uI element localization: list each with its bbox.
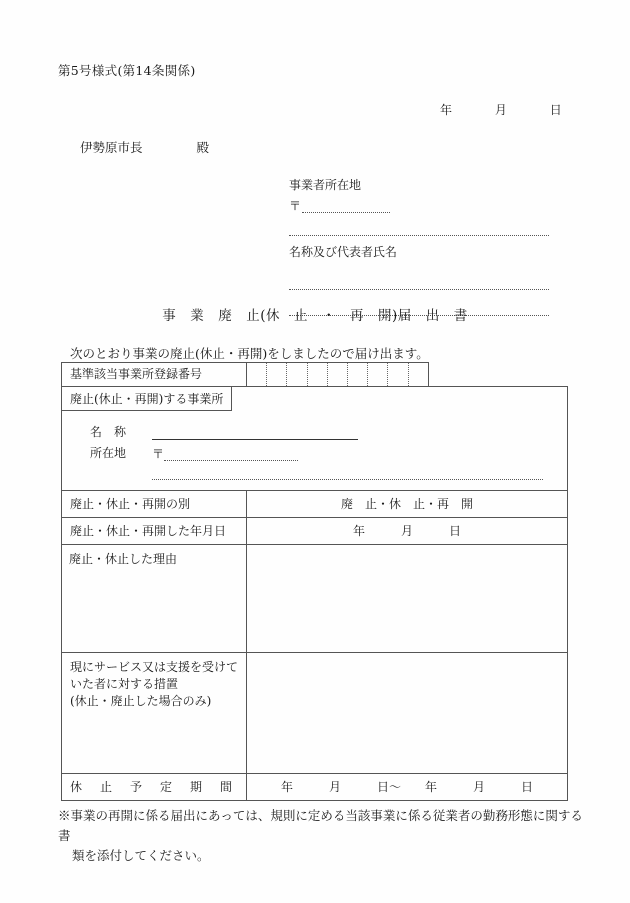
office-address-label: 所在地 [90, 446, 127, 460]
registration-digit-8[interactable] [388, 363, 408, 386]
page-title: 事 業 廃 止(休 止 ・ 再 開)届 出 書 [162, 308, 468, 324]
applicant-address-input-line[interactable] [289, 221, 549, 236]
type-value: 廃 止・休 止・再 開 [341, 497, 474, 511]
period-label-cell [62, 774, 247, 801]
measure-label-line-1: 現にサービス又は支援を受けて [70, 660, 239, 674]
addressee-title: 伊勢原市長 [80, 140, 143, 155]
date-label: 廃止・休止・再開した年月日 [70, 524, 227, 538]
date-value-cell[interactable] [247, 518, 568, 545]
footnote [58, 806, 586, 866]
postal-mark-icon: 〒 [289, 199, 302, 213]
measure-value-cell[interactable] [247, 653, 568, 774]
period-value-cell[interactable] [247, 774, 568, 801]
office-cell [62, 387, 568, 491]
applicant-block [289, 176, 549, 316]
applicant-postal-input-line[interactable] [302, 199, 390, 213]
table-row-period [62, 774, 568, 801]
table-row-type [62, 491, 568, 518]
office-name-input-line[interactable] [152, 424, 358, 440]
registration-number-boxes[interactable] [247, 363, 428, 386]
lead-text: 次のとおり事業の廃止(休止・再開)をしましたので届け出ます。 [70, 346, 429, 361]
registration-digit-3[interactable] [287, 363, 307, 386]
date-value: 年 月 日 [353, 524, 462, 538]
footnote-line-2: 類を添付してください。 [72, 848, 210, 863]
measure-value [247, 653, 567, 663]
addressee [80, 138, 209, 156]
type-label: 廃止・休止・再開の別 [70, 497, 191, 511]
table-row-registration [62, 363, 568, 387]
table-row-measure [62, 653, 568, 774]
table-row-office [62, 387, 568, 491]
office-header-label: 廃止(休止・再開)する事業所 [62, 387, 232, 411]
date-day-label: 日 [549, 103, 563, 117]
reason-value [247, 545, 567, 555]
date-line [440, 101, 562, 118]
applicant-name-input-line-1[interactable] [289, 275, 549, 290]
form-table [61, 362, 568, 801]
form-number: 第5号様式(第14条関係) [58, 63, 196, 78]
office-postal-mark-icon: 〒 [152, 447, 165, 461]
office-header-wrap [62, 387, 567, 412]
registration-digit-1[interactable] [247, 363, 267, 386]
registration-digit-9[interactable] [409, 363, 428, 386]
registration-label: 基準該当事業所登録番号 [70, 367, 203, 381]
applicant-postal-row [289, 195, 549, 213]
office-body [62, 412, 567, 490]
reason-value-cell[interactable] [247, 545, 568, 653]
registration-digit-6[interactable] [348, 363, 368, 386]
registration-boxes-cell[interactable] [247, 363, 429, 387]
measure-label [62, 653, 246, 716]
registration-digit-4[interactable] [308, 363, 328, 386]
office-address-input-line[interactable] [152, 467, 543, 480]
office-postal-input-line[interactable] [164, 447, 298, 461]
type-label-cell [62, 491, 247, 518]
applicant-name-label: 名称及び代表者氏名 [289, 245, 398, 259]
applicant-address-label: 事業者所在地 [289, 178, 362, 192]
footnote-line-1: ※事業の再開に係る届出にあっては、規則に定める当該事業に係る従業者の勤務形態に関する書 [58, 808, 583, 843]
period-value: 年 月 日〜 年 月 日 [281, 780, 534, 794]
reason-label-cell [62, 545, 247, 653]
registration-label-cell [62, 363, 247, 387]
registration-trailing-blank [428, 363, 567, 387]
office-address-row [62, 440, 567, 461]
reason-label: 廃止・休止した理由 [69, 552, 178, 566]
addressee-honorific: 殿 [196, 140, 209, 155]
measure-label-line-2: いた者に対する措置 [70, 677, 179, 691]
date-year-label: 年 [440, 103, 453, 117]
measure-label-cell [62, 653, 247, 774]
registration-digit-7[interactable] [368, 363, 388, 386]
registration-digit-2[interactable] [267, 363, 287, 386]
type-value-cell[interactable] [247, 491, 568, 518]
measure-label-line-3: (休止・廃止した場合のみ) [70, 694, 212, 708]
office-name-label: 名 称 [90, 425, 127, 439]
date-label-cell [62, 518, 247, 545]
period-label: 休 止 予 定 期 間 [70, 780, 236, 794]
table-row-reason [62, 545, 568, 653]
office-name-row [62, 420, 567, 440]
registration-digit-5[interactable] [328, 363, 348, 386]
table-row-date [62, 518, 568, 545]
date-month-label: 月 [494, 103, 508, 117]
